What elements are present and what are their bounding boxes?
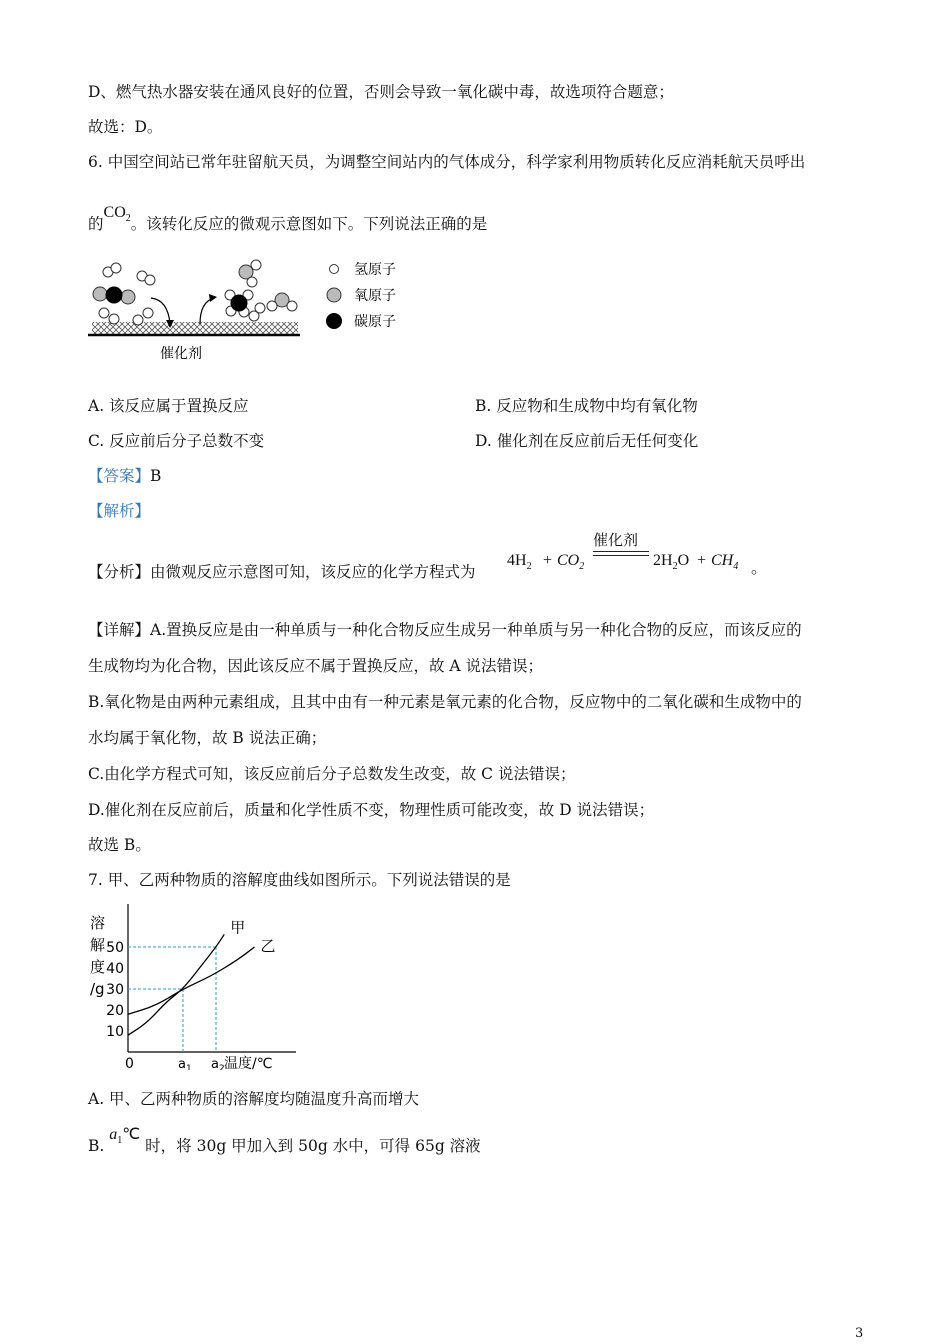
co2-formula — [103, 204, 131, 225]
y-axis-label-char: 度 — [90, 958, 106, 976]
catalyst-label: 催化剂 — [160, 346, 202, 362]
eq-reactant-co2: $CO_2$ — [557, 552, 585, 573]
x-tick-label: $a_2$ — [211, 1057, 225, 1070]
x-axis-label: 温度/℃ — [224, 1056, 273, 1070]
co2-base: CO — [103, 204, 126, 221]
detail-a1-text: A.置换反应是由一种单质与一种化合物反应生成另一种单质与另一种化合物的反应，而该反应的 — [150, 621, 802, 639]
q7-option-b-prefix: B. — [88, 1137, 105, 1155]
desorb-arrow — [200, 298, 214, 324]
ch4-molecule — [225, 290, 253, 317]
legend-carbon: 碳原子 — [354, 314, 396, 330]
y-tick-label: 10 — [106, 1024, 124, 1040]
answer-tag: 【答案】 — [88, 467, 151, 485]
q7-stem: 7. 甲、乙两种物质的溶解度曲线如图所示。下列说法错误的是 — [88, 871, 511, 889]
q5-choice: 故选：D。 — [88, 118, 163, 136]
fenxi-tag: 【分析】 — [88, 563, 151, 581]
diagram-legend — [326, 262, 396, 330]
q7-option-b — [88, 1126, 481, 1163]
q6-answer — [88, 466, 161, 486]
q6-option-b: B. 反应物和生成物中均有氧化物 — [475, 397, 698, 415]
detail-a-line2: 生成物均为化合物，因此该反应不属于置换反应，故 A 说法错误； — [88, 657, 544, 675]
q6-choice: 故选 B。 — [88, 836, 151, 854]
q6-stem-suffix: 。该转化反应的微观示意图如下。下列说法正确的是 — [130, 215, 488, 233]
y-axis-label-char: 解 — [90, 936, 106, 954]
analysis-tag: 【解析】 — [88, 502, 151, 520]
detail-b-line1: B.氧化物是由两种元素组成，且其中由有一种元素是氧元素的化合物，反应物中的二氧化碳和生成物中的 — [88, 693, 802, 711]
origin-label: 0 — [125, 1056, 134, 1070]
oxygen-atom-icon — [327, 288, 341, 302]
y-tick-label: 20 — [106, 1003, 124, 1019]
catalyst-surface — [92, 322, 298, 334]
detail-tag: 【详解】 — [88, 621, 151, 639]
q6-fenxi — [88, 562, 476, 582]
curve-yi — [128, 947, 255, 1014]
series-label: 乙 — [260, 937, 276, 955]
q6-stem-line1: 6. 中国空间站已常年驻留航天员，为调整空间站内的气体成分，科学家利用物质转化反应消耗航天员呼出 — [88, 153, 806, 171]
eq-product-h2o: $2H_2O$ — [653, 552, 690, 573]
series-label: 甲 — [230, 918, 246, 937]
h2o-molecule — [239, 260, 261, 287]
answer-value: B — [150, 467, 162, 485]
fenxi-text: 由微观反应示意图可知，该反应的化学方程式为 — [150, 563, 476, 581]
carbon-atom-icon — [326, 313, 342, 329]
detail-d: D.催化剂在反应前后，质量和化学性质不变，物理性质可能改变，故 D 说法错误； — [88, 801, 655, 819]
eq-product-ch4: $CH_4$ — [711, 552, 739, 573]
detail-c: C.由化学方程式可知，该反应前后分子总数发生改变，故 C 说法错误； — [88, 765, 576, 783]
solubility-chart — [86, 898, 306, 1070]
eq-reactant-h2: $4H_2$ — [507, 552, 532, 573]
q5-option-d-explain: D、燃气热水器安装在通风良好的位置，否则会导致一氧化碳中毒，故选项符合题意； — [88, 83, 674, 101]
eq-plus-2: + — [697, 552, 707, 569]
detail-a-line1 — [88, 620, 802, 640]
legend-oxygen: 氧原子 — [354, 288, 396, 304]
page-number: 3 — [855, 1326, 864, 1341]
micro-reaction-diagram — [86, 258, 416, 366]
q7-option-b-temp: $a_1℃$ — [109, 1126, 141, 1147]
eq-plus-1: + — [543, 552, 553, 569]
h2-molecule-right — [249, 303, 265, 321]
curve-jia — [128, 934, 224, 1035]
q6-stem-line2 — [88, 204, 488, 241]
legend-hydrogen: 氢原子 — [354, 262, 396, 278]
eq-double-line — [593, 551, 649, 556]
q7-option-b-text: 时，将 30g 甲加入到 50g 水中，可得 65g 溶液 — [145, 1137, 481, 1155]
co2-sub: 2 — [125, 213, 131, 225]
y-tick-label: 40 — [106, 961, 124, 977]
h2o-molecule-right — [267, 293, 297, 311]
y-axis-label-char: 溶 — [90, 914, 106, 932]
q6-option-d: D. 催化剂在反应前后无任何变化 — [475, 432, 699, 450]
y-tick-label: 30 — [106, 982, 124, 998]
q6-option-a: A. 该反应属于置换反应 — [88, 397, 249, 415]
eq-end: 。 — [751, 558, 768, 577]
eq-condition: 催化剂 — [593, 531, 639, 549]
q6-option-c: C. 反应前后分子总数不变 — [88, 432, 265, 450]
q7-option-a: A. 甲、乙两种物质的溶解度均随温度升高而增大 — [88, 1090, 420, 1108]
co2-molecule — [93, 287, 135, 304]
x-tick-label: $a_1$ — [178, 1057, 192, 1070]
y-axis-label-char: /g — [90, 980, 105, 998]
hydrogen-atom-icon — [330, 265, 339, 274]
y-tick-label: 50 — [106, 940, 124, 956]
detail-b-line2: 水均属于氧化物，故 B 说法正确； — [88, 729, 327, 747]
q6-stem-prefix: 的 — [88, 215, 104, 233]
